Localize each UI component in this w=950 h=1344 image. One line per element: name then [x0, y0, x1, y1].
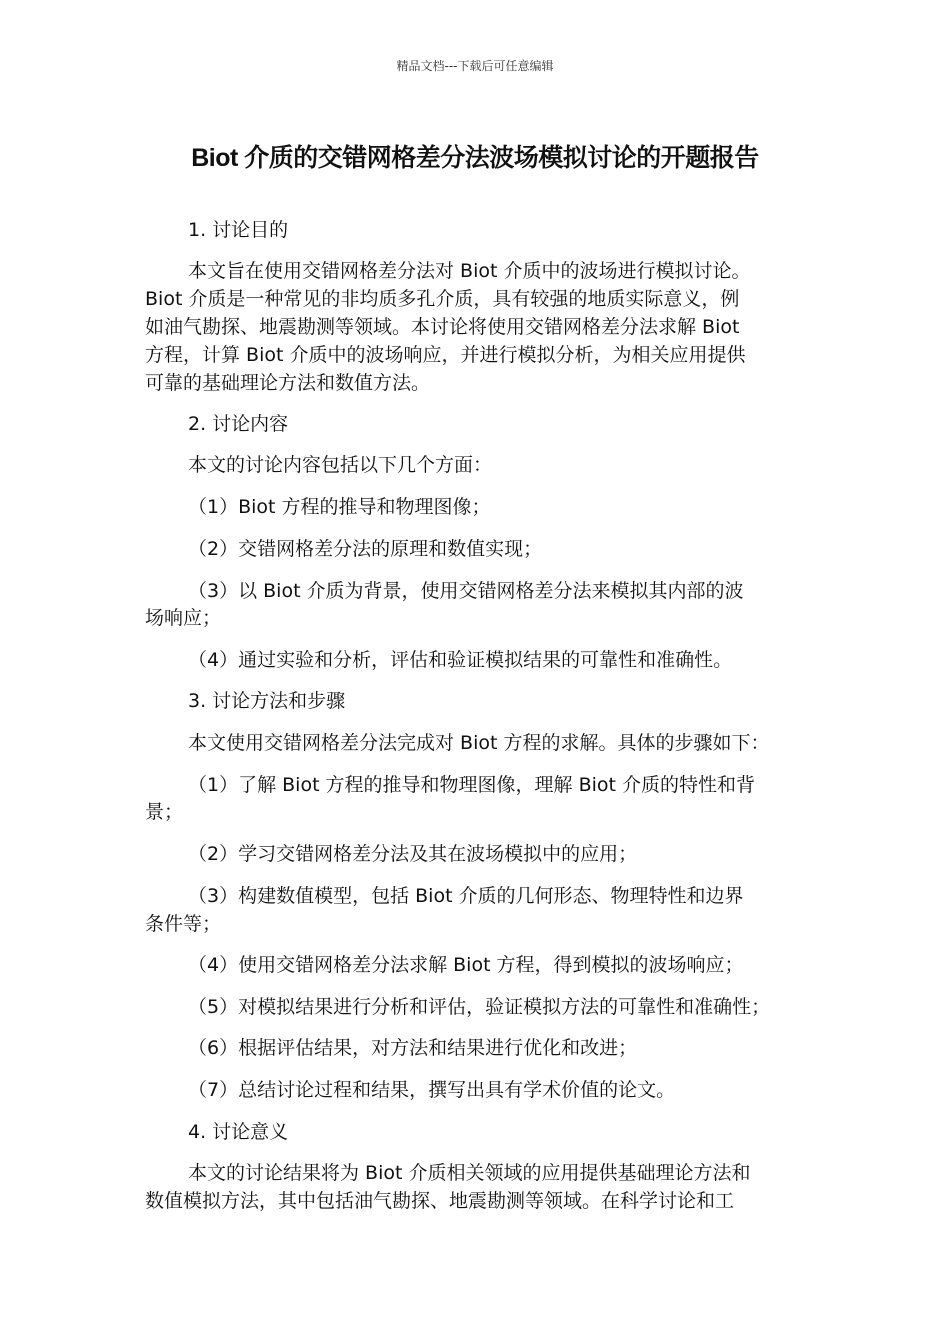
- section-heading-significance: 4. 讨论意义: [188, 1121, 289, 1143]
- list-item-continuation: 场响应；: [145, 607, 222, 629]
- paragraph-line: Biot 介质是一种常见的非均质多孔介质，具有较强的地质实际意义，例: [145, 288, 740, 310]
- paragraph-line: 本文使用交错网格差分法完成对 Biot 方程的求解。具体的步骤如下：: [188, 732, 770, 754]
- list-item: （5）对模拟结果进行分析和评估，验证模拟方法的可靠性和准确性；: [188, 996, 771, 1018]
- list-item: （4）使用交错网格差分法求解 Biot 方程，得到模拟的波场响应；: [188, 954, 744, 976]
- section-heading-method: 3. 讨论方法和步骤: [188, 690, 346, 712]
- paragraph-line: 可靠的基础理论方法和数值方法。: [145, 372, 431, 394]
- section-heading-content: 2. 讨论内容: [188, 413, 289, 435]
- paragraph-line: 本文旨在使用交错网格差分法对 Biot 介质中的波场进行模拟讨论。: [188, 260, 751, 282]
- section-heading-purpose: 1. 讨论目的: [188, 219, 289, 241]
- list-item: （3）构建数值模型，包括 Biot 介质的几何形态、物理特性和边界: [188, 885, 744, 907]
- page-header: 精品文档---下载后可任意编辑: [396, 59, 554, 73]
- list-item: （2）学习交错网格差分法及其在波场模拟中的应用；: [188, 843, 638, 865]
- list-item: （2）交错网格差分法的原理和数值实现；: [188, 538, 543, 560]
- paragraph-line: 如油气勘探、地震勘测等领域。本讨论将使用交错网格差分法求解 Biot: [145, 316, 740, 338]
- list-item: （3）以 Biot 介质为背景，使用交错网格差分法来模拟其内部的波: [188, 580, 744, 602]
- list-item-continuation: 条件等；: [145, 913, 222, 935]
- paragraph-line: 本文的讨论结果将为 Biot 介质相关领域的应用提供基础理论方法和: [188, 1162, 751, 1184]
- paragraph-line: 本文的讨论内容包括以下几个方面：: [188, 454, 493, 476]
- list-item-continuation: 景；: [145, 801, 184, 823]
- paragraph-line: 数值模拟方法，其中包括油气勘探、地震勘测等领域。在科学讨论和工: [145, 1190, 735, 1212]
- list-item: （1）Biot 方程的推导和物理图像；: [188, 496, 491, 518]
- paragraph-line: 方程，计算 Biot 介质中的波场响应，并进行模拟分析，为相关应用提供: [145, 344, 746, 366]
- document-title: Biot 介质的交错网格差分法波场模拟讨论的开题报告: [191, 144, 759, 172]
- list-item: （7）总结讨论过程和结果，撰写出具有学术价值的论文。: [188, 1079, 676, 1101]
- list-item: （6）根据评估结果，对方法和结果进行优化和改进；: [188, 1037, 638, 1059]
- list-item: （4）通过实验和分析，评估和验证模拟结果的可靠性和准确性。: [188, 649, 733, 671]
- list-item: （1）了解 Biot 方程的推导和物理图像，理解 Biot 介质的特性和背: [188, 774, 756, 796]
